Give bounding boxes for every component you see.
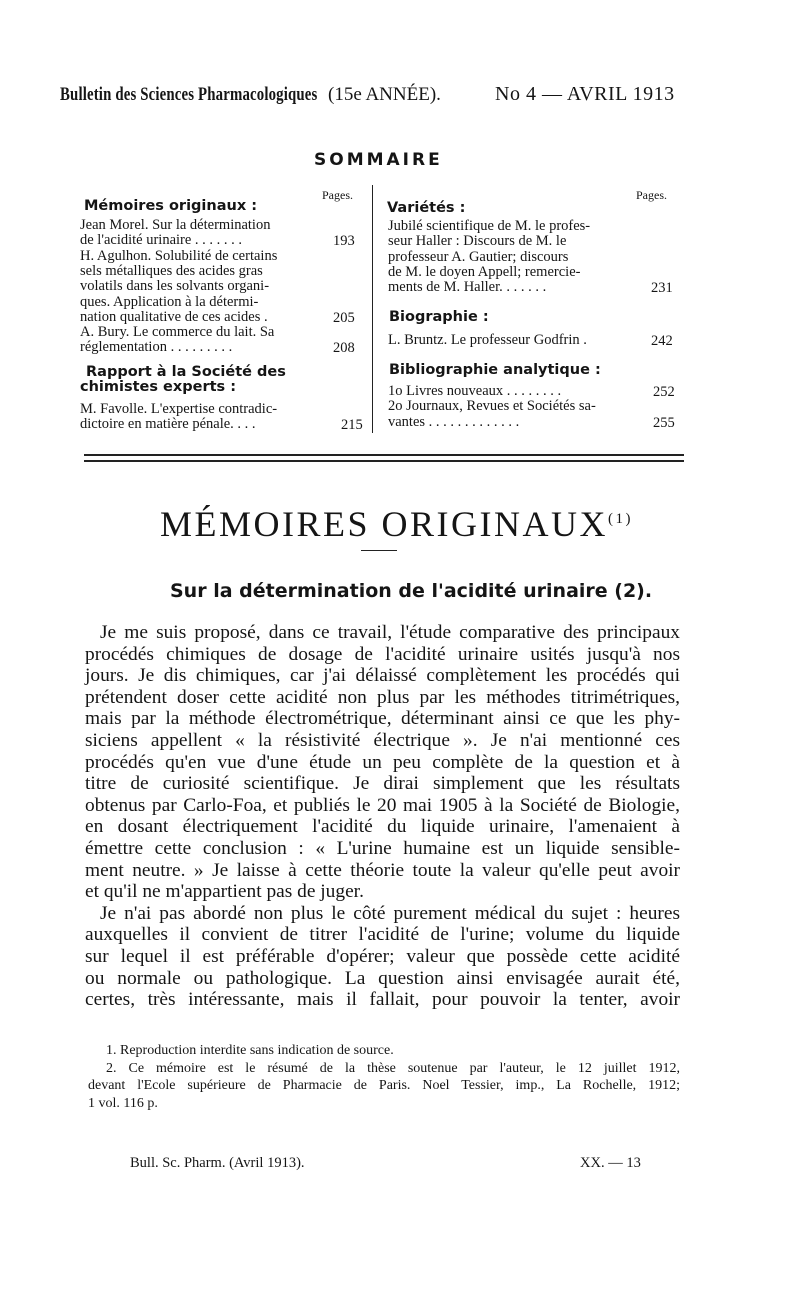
separator-rule-2 <box>84 460 684 462</box>
toc-entry-text: réglementation . . . . . . . . . <box>80 339 233 356</box>
body-line: en dosant électriquement l'acidité du liquide urinaire, l'amenaient à <box>85 816 680 838</box>
footer-citation: Bull. Sc. Pharm. (Avril 1913). <box>130 1155 305 1171</box>
toc-entry-text: vantes . . . . . . . . . . . . . <box>388 413 520 430</box>
toc-entry-page: 205 <box>333 309 355 326</box>
sommaire-title: SOMMAIRE <box>314 150 443 170</box>
toc-entry-text: sels métalliques des acides gras <box>80 262 263 279</box>
body-line: ou normale ou pathologique. La question ainsi envisagée aurait été, <box>85 967 680 989</box>
journal-year: (15e ANNÉE). <box>328 84 441 105</box>
footnote-line: devant l'Ecole supérieure de Pharmacie de Paris. Noel Tessier, imp., La Rochelle, 1912; <box>88 1078 680 1093</box>
main-title: MÉMOIRES ORIGINAUX$^{(1)}$ <box>160 504 633 544</box>
pages-label-right: Pages. <box>636 188 667 202</box>
body-line: mais par la méthode électrométrique, déterminant ainsi ce que les phy- <box>85 708 680 730</box>
toc-entry-text: 2o Journaux, Revues et Sociétés sa- <box>388 398 596 415</box>
journal-title: Bulletin des Sciences Pharmacologiques <box>60 84 318 105</box>
toc-entry-text: de M. le doyen Appell; remercie- <box>388 263 581 280</box>
toc-entry-text: H. Agulhon. Solubilité de certains <box>80 247 278 264</box>
footnote-line: 1 vol. 116 p. <box>88 1096 158 1111</box>
toc-entry-text: L. Bruntz. Le professeur Godfrin . <box>388 332 587 348</box>
body-line: siciens appellent « la résistivité électrique ». Je n'ai mentionné ces <box>85 730 680 751</box>
toc-entry-page: 215 <box>341 417 363 434</box>
main-title-footnote-ref: (1) <box>608 511 633 527</box>
body-line: auxquelles il convient de titrer l'acidité de l'urine; volume du liquide <box>85 924 680 946</box>
toc-entry-text: nation qualitative de ces acides . <box>80 308 268 325</box>
toc-entry-page: 208 <box>333 340 355 357</box>
toc-entry-text: ques. Application à la détermi- <box>80 293 259 310</box>
toc-section-biographie: Biographie : <box>389 309 489 325</box>
toc-entry-text: A. Bury. Le commerce du lait. Sa <box>80 324 275 341</box>
toc-entry-text: volatils dans les solvants organi- <box>80 278 270 295</box>
footer-page-ref: XX. — 13 <box>580 1155 641 1171</box>
toc-section-memoires: Mémoires originaux : <box>84 198 258 214</box>
body-line: Je me suis proposé, dans ce travail, l'étude comparative des principaux <box>100 622 680 643</box>
toc-entry-text: 1o Livres nouveaux . . . . . . . . <box>388 383 562 399</box>
toc-section-rapport: Rapport à la Société des <box>86 364 286 380</box>
body-line: titre de curiosité scientifique. Je dirai simplement que les résultats <box>85 773 680 795</box>
toc-section-rapport-2: chimistes experts : <box>80 379 237 395</box>
body-line: émettre cette conclusion : « L'urine humaine est un liquide sensible- <box>85 838 680 859</box>
toc-entry-page: 193 <box>333 233 355 250</box>
separator-rule-1 <box>84 454 684 456</box>
article-title: Sur la détermination de l'acidité urinaire (2). <box>170 580 653 602</box>
body-line: jours. Je dis chimiques, car j'ai délaissé complètement les procédés qui <box>85 665 680 687</box>
footnote-line: 2. Ce mémoire est le résumé de la thèse soutenue par l'auteur, le 12 juillet 1912, <box>106 1061 680 1076</box>
body-line: Je n'ai pas abordé non plus le côté purement médical du sujet : heures <box>100 902 680 924</box>
body-line: procédés chimiques de dosage de l'acidité urinaire usités jusqu'à nos <box>85 643 680 665</box>
toc-entry-text: professeur A. Gautier; discours <box>388 248 569 265</box>
issue-number: No 4 — AVRIL 1913 <box>495 83 675 105</box>
toc-section-varietes: Variétés : <box>387 200 466 216</box>
toc-entry-text: ments de M. Haller. . . . . . . <box>388 279 547 296</box>
body-line: obtenus par Carlo-Foa, et publiés le 20 mai 1905 à la Société de Biologie, <box>85 794 680 816</box>
body-line: certes, très intéressante, mais il fallait, pour pouvoir la tenter, avoir <box>85 989 680 1011</box>
title-underline <box>361 550 397 551</box>
toc-entry-page: 255 <box>653 414 675 431</box>
toc-entry-page: 252 <box>653 384 675 400</box>
toc-entry-text: dictoire en matière pénale. . . . <box>80 416 256 433</box>
column-divider <box>372 185 373 433</box>
body-line: prétendent doser cette acidité non plus par les méthodes titrimétriques, <box>85 686 680 708</box>
body-line: et qu'il ne m'appartient pas de juger. <box>85 881 364 903</box>
toc-entry-text: seur Haller : Discours de M. le <box>388 233 567 250</box>
pages-label-left: Pages. <box>322 188 353 202</box>
footnote-line: 1. Reproduction interdite sans indication de source. <box>106 1043 394 1058</box>
body-line: ment neutre. » Je laisse à cette théorie toute la valeur qu'elle peut avoir <box>85 859 680 881</box>
body-line: sur lequel il est préférable d'opérer; valeur que possède cette acidité <box>85 946 680 967</box>
toc-entry-text: M. Favolle. L'expertise contradic- <box>80 401 278 417</box>
toc-entry-text: Jean Morel. Sur la détermination <box>80 217 271 233</box>
toc-entry-text: de l'acidité urinaire . . . . . . . <box>80 232 243 249</box>
toc-entry-text: Jubilé scientifique de M. le profes- <box>388 218 591 234</box>
body-line: procédés qu'en vue d'une étude un peu complète de la question et à <box>85 751 680 773</box>
toc-section-bibliographie: Bibliographie analytique : <box>389 362 601 378</box>
toc-entry-page: 242 <box>651 333 673 349</box>
toc-entry-page: 231 <box>651 280 673 297</box>
